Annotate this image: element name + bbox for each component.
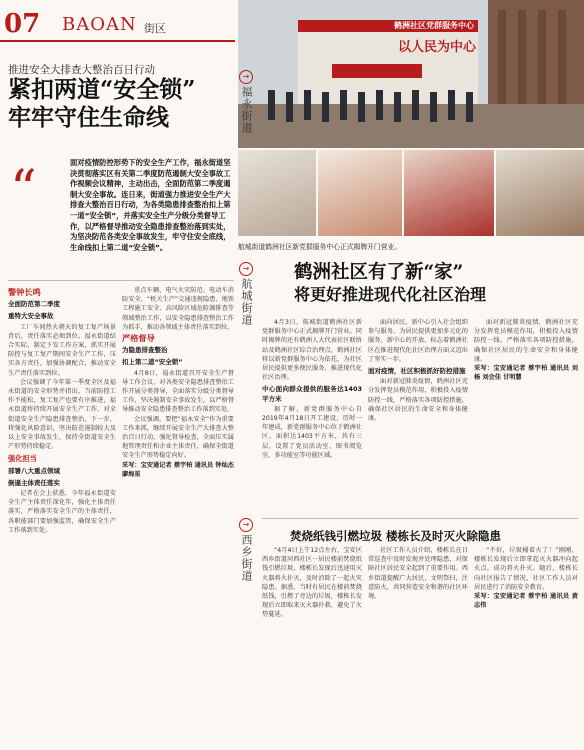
banner-slogan: 以人民为中心	[398, 40, 477, 55]
subhead-line: 为隐患排查整治	[122, 346, 168, 355]
street-name: 航城街道	[240, 278, 253, 326]
paragraph: 据了解，新党群服务中心自2019年4月18日开工建设，历时一年建成，新党群服务中心位于鹤洲社区，面积达1403平方米，共有三层，设置了党员活动室、图书阅览室、多功能室等功能区域。	[262, 405, 362, 459]
subhead-line: 中心面向群众提供的服务达1403平方米	[262, 385, 362, 403]
story2-column-2	[368, 318, 468, 514]
story3-headline: 焚烧纸钱引燃垃圾 楼栋长及时灭火除隐患	[290, 529, 502, 543]
byline: 采写：宝安通记者 蔡宇柏 通讯员 黄志伟	[474, 593, 578, 610]
story3-column-1	[262, 546, 362, 746]
paragraph: 会议强调，要把“福永安全”作为重要工作来抓，继续开展安全生产大排查大整治百日行动，强化督导检查，全面压实属地管理责任和企业主体责任，确保全街道安全生产形势稳定向好。	[122, 415, 234, 460]
arrow-icon: →	[239, 70, 253, 84]
lead-kicker: 推进安全大排查大整治百日行动	[8, 64, 155, 76]
paragraph: “不好，垃圾桶着火了！”刚刚，楼栋长发现后立即拿起灭火器冲向起火点，成功将火扑灭。随后，楼栋长向社区报告了情况，社区工作人员对居民进行了消防安全教育。	[474, 547, 578, 591]
paragraph: 4月3日，航城街道鹤洲社区新党群服务中心正式揭牌开门营业。同时揭牌的还有鹤洲人大代表社区联络站及鹤洲社区综合治理点，鹤洲社区将以新党群服务中心为依托，为社区居民提供更多便民服务，推进现代化社区治理。	[262, 319, 362, 382]
story2-column-3	[474, 318, 578, 514]
subhead-line: 倒逼主体责任落实	[8, 478, 60, 487]
photo-caption: 航城街道鹤洲社区新党群服务中心正式揭牌开门营业。	[238, 243, 402, 251]
story2-headline-line2: 将更好推进现代化社区治理	[294, 285, 487, 304]
banner-org-label: 鹤洲社区党群服务中心	[394, 21, 474, 30]
byline: 采写：宝安通记者 蔡宇柏 通讯员 刘杨 刘会佳 甘明慧	[474, 365, 578, 382]
paragraph: 4月8日，福永街道召开安全生产督导工作会议，对各类安全隐患排查整治工作开展分类督导，全面落实分级分类督导工作，坚决遏制安全事故发生，以严格督导推动安全隐患排查整治工作落到实处。	[122, 369, 234, 414]
interior-photo-1	[238, 150, 316, 236]
story2-headline-line1: 鹤洲社区有了新“家”	[294, 262, 464, 283]
photo-collage	[238, 0, 584, 238]
header-rule	[0, 40, 235, 42]
paragraph: 重点车辆、电气火灾防范、电动车消防安全、“机关生产”交通违规隐患、地铁工程施工安全、高风险区域危险源排查等领域整治工作，以安全隐患排查整治工作为抓手，推动各领域主体责任落实到位。	[122, 287, 234, 331]
byline: 采写：宝安通记者 蔡宇柏 通讯员 钟灿杰 廖海星	[122, 461, 234, 478]
lead-headline-line2: 牢牢守住生命线	[8, 104, 169, 131]
section-name: BAOAN	[62, 14, 137, 35]
story2-headline	[294, 262, 486, 306]
divider	[8, 280, 234, 281]
street-label-xixiang	[238, 518, 254, 582]
section-subtitle: 街区	[144, 22, 166, 35]
interior-photo-2	[318, 150, 402, 236]
street-name: 西乡街道	[240, 534, 253, 582]
subhead-line: 面对疫情，社区积极抓好防控措施	[368, 367, 466, 376]
lead-headline-line1: 紧扣两道“安全锁”	[8, 76, 196, 103]
subhead-line: 部署八大重点领域	[8, 466, 60, 475]
lead-headline	[8, 76, 233, 132]
quote-mark-icon: “	[10, 160, 37, 220]
paragraph: 面对新冠肺炎疫情，鹤洲社区充分发挥党员模范作用，积极投入疫情防控一线，严格落实各项防控措施，确保社区居民的生命安全和身体健康。	[474, 319, 578, 363]
street-label-hangcheng	[238, 262, 254, 326]
paragraph: 记者在会上获悉，今年福永街道安全生产主体责任深化年，强化主体责任落实，严格落实安全生产的主体责任，各职能部门要加强监管，确保安全生产工作落到实处。	[8, 490, 116, 534]
subhead-warning: 警钟长鸣	[8, 287, 41, 297]
story3-column-3	[474, 546, 578, 746]
arrow-icon: →	[239, 262, 253, 276]
lead-column-1	[8, 286, 116, 746]
street-label-fuyong	[238, 70, 254, 134]
lead-column-2	[122, 286, 234, 746]
story3-column-2	[368, 546, 468, 746]
paragraph: 社区工作人员介绍，楼栋长在日常巡查中及时发现并处理隐患，对保障社区居民安全起到了重要作用。西乡街道提醒广大居民，文明祭扫，注意防火，共同营造安全和谐的社区环境。	[368, 547, 468, 601]
paragraph: 会议强调了今年第一季度全区及福永街道的安全形势并指出，当前防控工作不能松，复工复产也要有序推进，福永街道将持续开展安全生产工作，对全街道安全生产隐患排查整治，下一步，将强化风险意识，坚决防范遏制较大及以上安全事故发生，保持全街道安全生产形势持续稳定。	[8, 378, 116, 451]
subhead-line: 重特大安全事故	[8, 312, 54, 321]
story2-column-1	[262, 318, 362, 514]
arrow-icon: →	[239, 518, 253, 532]
paragraph: 面对新冠肺炎疫情，鹤洲社区充分发挥党员模范作用，积极投入疫情防控一线，严格落实各项防控措施，确保社区居民的生命安全和身体健康。	[368, 378, 468, 423]
page-number: 07	[4, 9, 41, 39]
interior-photo-4	[496, 150, 584, 236]
lead-summary: 面对疫情防控形势下的安全生产工作，福永街道坚决贯彻落实区有关第二季度防范遏制大安全事故工作视频会议精神，主动出击，全面防范第二季度遏制大安全事故。连日来，街道强力推进安全生产大排查大整治百日行动，为各类隐患排查整治扣上第一道“安全锁”，并落实安全生产分级分类督导工作，以严格督导推动安全隐患排查整治落到实处，为坚决防范各类安全事故发生，牢守住安全底线，生命线扣上第二道“安全锁”。	[70, 158, 231, 252]
divider	[262, 518, 578, 519]
paragraph: 工厂车间热火朝天的复工复产场景背后，责任落实必须到位。福永街道结合实际，制定下发工作方案，抓实开展防控与复工复产期间安全生产工作，压实各方责任，加强协调配合，推动安全生产责任落实到位。	[8, 323, 116, 377]
paragraph: “4月4日上午12点左右，宝安区西乡街道河西社区一居民楼前焚烧纸钱引燃垃圾，楼栋长发现后迅速用灭火器将火扑灭，及时消除了一起火灾隐患。据悉，当时有居民在楼前焚烧纸钱，引燃了旁边的垃圾，楼栋长发现后立即取来灭火器扑救，避免了火势蔓延。	[262, 547, 362, 619]
building-photo	[238, 0, 584, 148]
paragraph: 面向居民，新中心引入社会组织参与服务，为居民提供更加多元化的服务。新中心的开放，标志着鹤洲社区在推进现代化社区治理方面又迈出了坚实一步。	[368, 319, 468, 363]
street-name: 福永街道	[240, 86, 253, 134]
interior-photo-3	[404, 150, 494, 236]
subhead-line: 扣上第二道“安全锁”	[122, 358, 183, 367]
subhead-line: 全面防范第二季度	[8, 300, 60, 309]
subhead-responsibility: 强化担当	[8, 454, 37, 464]
subhead-supervision: 严格督导	[122, 333, 155, 344]
